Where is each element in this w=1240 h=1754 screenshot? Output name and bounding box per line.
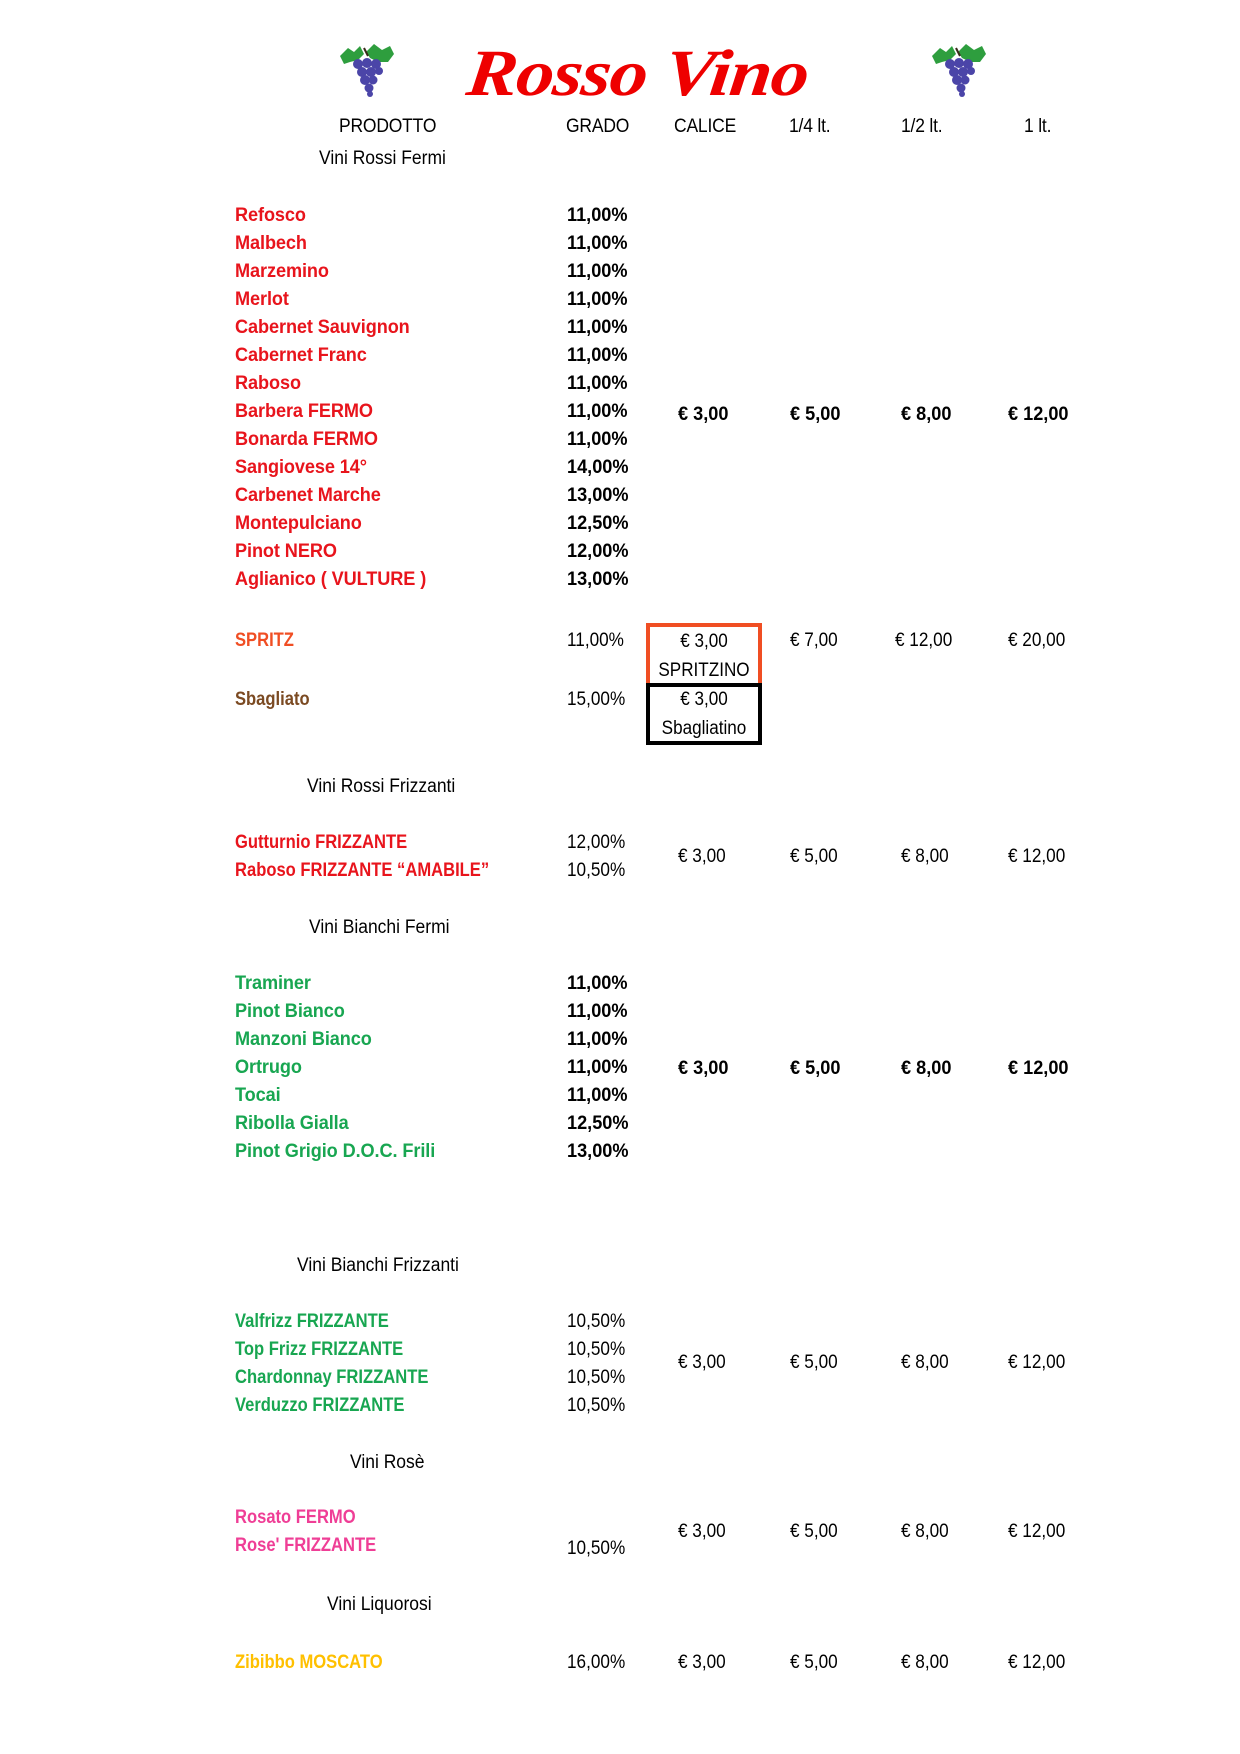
wine-name: Refosco xyxy=(235,204,306,226)
wine-grado: 10,50% xyxy=(567,1366,626,1388)
price-calice: € 3,00 xyxy=(678,1520,726,1542)
wine-grado: 10,50% xyxy=(567,1394,626,1416)
wine-name: Montepulciano xyxy=(235,512,362,534)
price-quarter-liter: € 5,00 xyxy=(790,845,838,867)
price-half-liter: € 8,00 xyxy=(901,1651,949,1673)
page-title: Rosso Vino xyxy=(463,37,813,110)
price-quarter-liter: € 7,00 xyxy=(790,629,838,651)
price-liter: € 20,00 xyxy=(1008,629,1066,651)
price-liter: € 12,00 xyxy=(1008,1351,1066,1373)
price-liter: € 12,00 xyxy=(1008,1651,1066,1673)
wine-grado: 12,00% xyxy=(567,540,629,562)
wine-name: Ortrugo xyxy=(235,1056,302,1078)
wine-name: Marzemino xyxy=(235,260,329,282)
wine-name: Aglianico ( VULTURE ) xyxy=(235,568,427,590)
price-half-liter: € 8,00 xyxy=(901,403,952,425)
price-half-liter: € 12,00 xyxy=(895,629,953,651)
price-calice: € 3,00 xyxy=(678,1651,726,1673)
wine-grado: 12,50% xyxy=(567,1112,629,1134)
price-liter: € 12,00 xyxy=(1008,403,1069,425)
wine-name: Pinot NERO xyxy=(235,540,337,562)
column-header-half-liter: 1/2 lt. xyxy=(901,116,943,137)
wine-grado: 16,00% xyxy=(567,1651,626,1673)
wine-grado: 11,00% xyxy=(567,288,628,310)
wine-grado: 11,00% xyxy=(567,1028,628,1050)
wine-grado: 10,50% xyxy=(567,1310,626,1332)
wine-grado: 10,50% xyxy=(567,859,626,881)
wine-name: Rosato FERMO xyxy=(235,1506,356,1528)
sbagliatino-box xyxy=(646,683,762,745)
wine-name: Barbera FERMO xyxy=(235,400,373,422)
wine-name: Zibibbo MOSCATO xyxy=(235,1651,383,1673)
wine-name: Sangiovese 14° xyxy=(235,456,367,478)
price-half-liter: € 8,00 xyxy=(901,1520,949,1542)
price-quarter-liter: € 5,00 xyxy=(790,1520,838,1542)
wine-name: Manzoni Bianco xyxy=(235,1028,372,1050)
wine-grado: 13,00% xyxy=(567,568,629,590)
price-calice: € 3,00 xyxy=(678,403,729,425)
wine-name: Pinot Grigio D.O.C. Frili xyxy=(235,1140,436,1162)
section-title: Vini Rossi Fermi xyxy=(319,148,446,169)
wine-name: Rose' FRIZZANTE xyxy=(235,1534,377,1556)
wine-name: Bonarda FERMO xyxy=(235,428,378,450)
section-title: Vini Bianchi Frizzanti xyxy=(297,1255,459,1276)
wine-grado: 10,50% xyxy=(567,1537,626,1559)
wine-grado: 11,00% xyxy=(567,428,628,450)
price-half-liter: € 8,00 xyxy=(901,1351,949,1373)
wine-grado: 13,00% xyxy=(567,1140,629,1162)
price-calice: € 3,00 xyxy=(680,631,728,652)
section-title: Vini Liquorosi xyxy=(327,1594,432,1615)
wine-name: Valfrizz FRIZZANTE xyxy=(235,1310,389,1332)
wine-name: Carbenet Marche xyxy=(235,484,381,506)
wine-grado: 11,00% xyxy=(567,1056,628,1078)
price-calice: € 3,00 xyxy=(678,1057,729,1079)
wine-grado: 14,00% xyxy=(567,456,629,478)
wine-grado: 11,00% xyxy=(567,1000,628,1022)
wine-grado: 12,00% xyxy=(567,831,626,853)
price-half-liter: € 8,00 xyxy=(901,845,949,867)
wine-name: Raboso xyxy=(235,372,301,394)
wine-grado: 10,50% xyxy=(567,1338,626,1360)
wine-name: Tocai xyxy=(235,1084,281,1106)
calice-note: Sbagliatino xyxy=(661,718,747,739)
wine-name: Ribolla Gialla xyxy=(235,1112,349,1134)
column-header-liter: 1 lt. xyxy=(1024,116,1052,137)
wine-name: Gutturnio FRIZZANTE xyxy=(235,831,408,853)
price-half-liter: € 8,00 xyxy=(901,1057,952,1079)
price-quarter-liter: € 5,00 xyxy=(790,403,841,425)
wine-grado: 11,00% xyxy=(567,1084,628,1106)
column-header-prodotto: PRODOTTO xyxy=(339,116,437,137)
price-liter: € 12,00 xyxy=(1008,1057,1069,1079)
wine-name: Pinot Bianco xyxy=(235,1000,345,1022)
wine-name: Chardonnay FRIZZANTE xyxy=(235,1366,429,1388)
wine-grado: 13,00% xyxy=(567,484,629,506)
calice-note: SPRITZINO xyxy=(658,660,750,681)
price-quarter-liter: € 5,00 xyxy=(790,1651,838,1673)
price-calice: € 3,00 xyxy=(680,689,728,710)
wine-name: Raboso FRIZZANTE “AMABILE” xyxy=(235,859,490,881)
wine-grado: 11,00% xyxy=(567,400,628,422)
wine-name: Traminer xyxy=(235,972,311,994)
wine-name-sbagliato: Sbagliato xyxy=(235,688,310,710)
wine-name: Cabernet Franc xyxy=(235,344,367,366)
price-quarter-liter: € 5,00 xyxy=(790,1057,841,1079)
wine-grado: 11,00% xyxy=(567,972,628,994)
wine-grado: 11,00% xyxy=(567,316,628,338)
section-title: Vini Rosè xyxy=(350,1452,425,1473)
wine-grado: 11,00% xyxy=(567,204,628,226)
column-header-grado: GRADO xyxy=(566,116,630,137)
wine-grado: 11,00% xyxy=(567,232,628,254)
wine-grado: 12,50% xyxy=(567,512,629,534)
wine-name: Verduzzo FRIZZANTE xyxy=(235,1394,405,1416)
price-calice: € 3,00 xyxy=(678,1351,726,1373)
wine-grado: 11,00% xyxy=(567,372,628,394)
wine-name: Top Frizz FRIZZANTE xyxy=(235,1338,404,1360)
wine-name: Merlot xyxy=(235,288,289,310)
wine-grado: 11,00% xyxy=(567,260,628,282)
wine-name-spritz: SPRITZ xyxy=(235,629,294,651)
wine-grado: 15,00% xyxy=(567,688,626,710)
wine-grado: 11,00% xyxy=(567,629,624,651)
price-liter: € 12,00 xyxy=(1008,845,1066,867)
section-title: Vini Bianchi Fermi xyxy=(309,917,450,938)
spritzino-box xyxy=(646,623,762,683)
wine-name: Cabernet Sauvignon xyxy=(235,316,410,338)
wine-name: Malbech xyxy=(235,232,307,254)
price-quarter-liter: € 5,00 xyxy=(790,1351,838,1373)
price-calice: € 3,00 xyxy=(678,845,726,867)
column-header-calice: CALICE xyxy=(674,116,737,137)
column-header-quarter-liter: 1/4 lt. xyxy=(789,116,831,137)
section-title: Vini Rossi Frizzanti xyxy=(307,776,456,797)
grapes-icon xyxy=(928,42,990,98)
price-liter: € 12,00 xyxy=(1008,1520,1066,1542)
wine-grado: 11,00% xyxy=(567,344,628,366)
grapes-icon xyxy=(336,42,398,98)
